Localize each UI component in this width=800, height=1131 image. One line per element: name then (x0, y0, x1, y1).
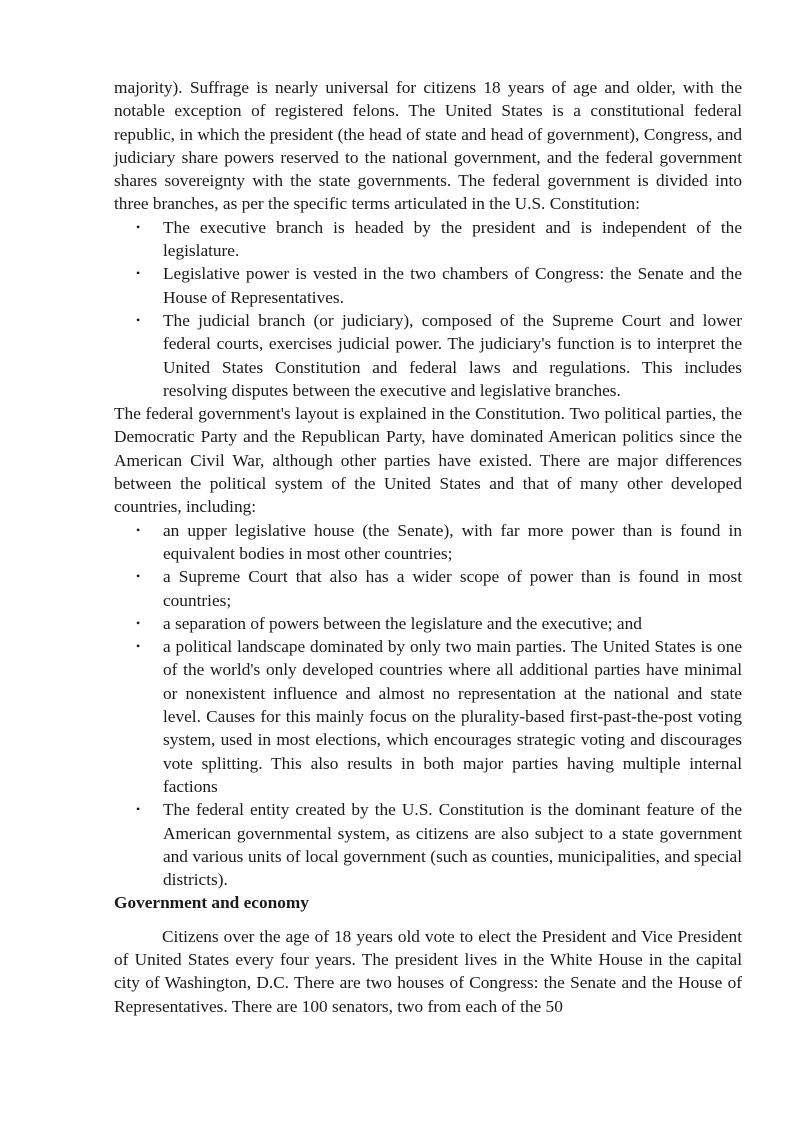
list-item (136, 216, 742, 263)
list-item-text: an upper legislative house (the Senate), with far more power than is found in equivalent bodies in most other countries; (163, 520, 742, 563)
bullet-icon: • (136, 569, 141, 584)
bullet-icon: • (136, 312, 141, 327)
layout-paragraph: The federal government's layout is explained in the Constitution. Two political parties, the Democratic Party and the Republican Party, have dominated American politics since the American Civil War, although other parties have existed. There are major differences between the political system of the United States and that of many other developed countries, including: (114, 404, 742, 517)
document-page (114, 76, 742, 1018)
list-item (136, 635, 742, 798)
closing-paragraph: Citizens over the age of 18 years old vote to elect the President and Vice President of United States every four years. The president lives in the White House in the capital city of Washington, D.C. There are two houses of Congress: the Senate and the House of Representatives. There are 100 senators, two from each of the 50 (114, 926, 742, 1016)
bullet-icon: • (136, 639, 141, 654)
list-item (136, 798, 742, 891)
list-item-text: a Supreme Court that also has a wider scope of power than is found in most countries; (163, 567, 742, 610)
differences-list (114, 519, 742, 892)
list-item-text: a separation of powers between the legislature and the executive; and (163, 613, 642, 633)
list-item-text: a political landscape dominated by only two main parties. The United States is one of the world's only developed countries where all additional parties have minimal or nonexistent influence and almost no representation at the national and state level. Causes for this mainly focus on the plurality-based first-past-the-post voting system, used in most elections, which encourages strategic voting and discourages vote splitting. This also results in both major parties having multiple internal factions (163, 637, 742, 796)
bullet-icon: • (136, 802, 141, 817)
list-item (136, 519, 742, 566)
list-item (136, 565, 742, 612)
list-item (136, 612, 742, 635)
list-item-text: The executive branch is headed by the president and is independent of the legislature. (163, 217, 742, 261)
branches-list (114, 216, 742, 402)
list-item-text: Legislative power is vested in the two chambers of Congress: the Senate and the House of Representatives. (163, 264, 742, 307)
bullet-icon: • (136, 615, 141, 630)
section-heading: Government and economy (114, 893, 309, 913)
list-item-text: The judicial branch (or judiciary), composed of the Supreme Court and lower federal courts, exercises judicial power. The judiciary's function is to interpret the United States Constitution and federal laws and regulations. This includes resolving disputes between the executive and legislative branches. (163, 310, 742, 400)
bullet-icon: • (136, 522, 141, 537)
list-item-text: The federal entity created by the U.S. Constitution is the dominant feature of the American governmental system, as citizens are also subject to a state government and various units of local government (such as counties, municipalities, and special districts). (163, 800, 742, 890)
bullet-icon: • (136, 219, 141, 234)
list-item (136, 309, 742, 402)
list-item (136, 262, 742, 309)
bullet-icon: • (136, 266, 141, 281)
intro-paragraph: majority). Suffrage is nearly universal for citizens 18 years of age and older, with the notable exception of registered felons. The United States is a constitutional federal republic, in which the president (the head of state and head of government), Congress, and judiciary share powers reserved to the national government, and the federal government shares sovereignty with the state governments. The federal government is divided into three branches, as per the specific terms articulated in the U.S. Constitution: (114, 78, 742, 214)
